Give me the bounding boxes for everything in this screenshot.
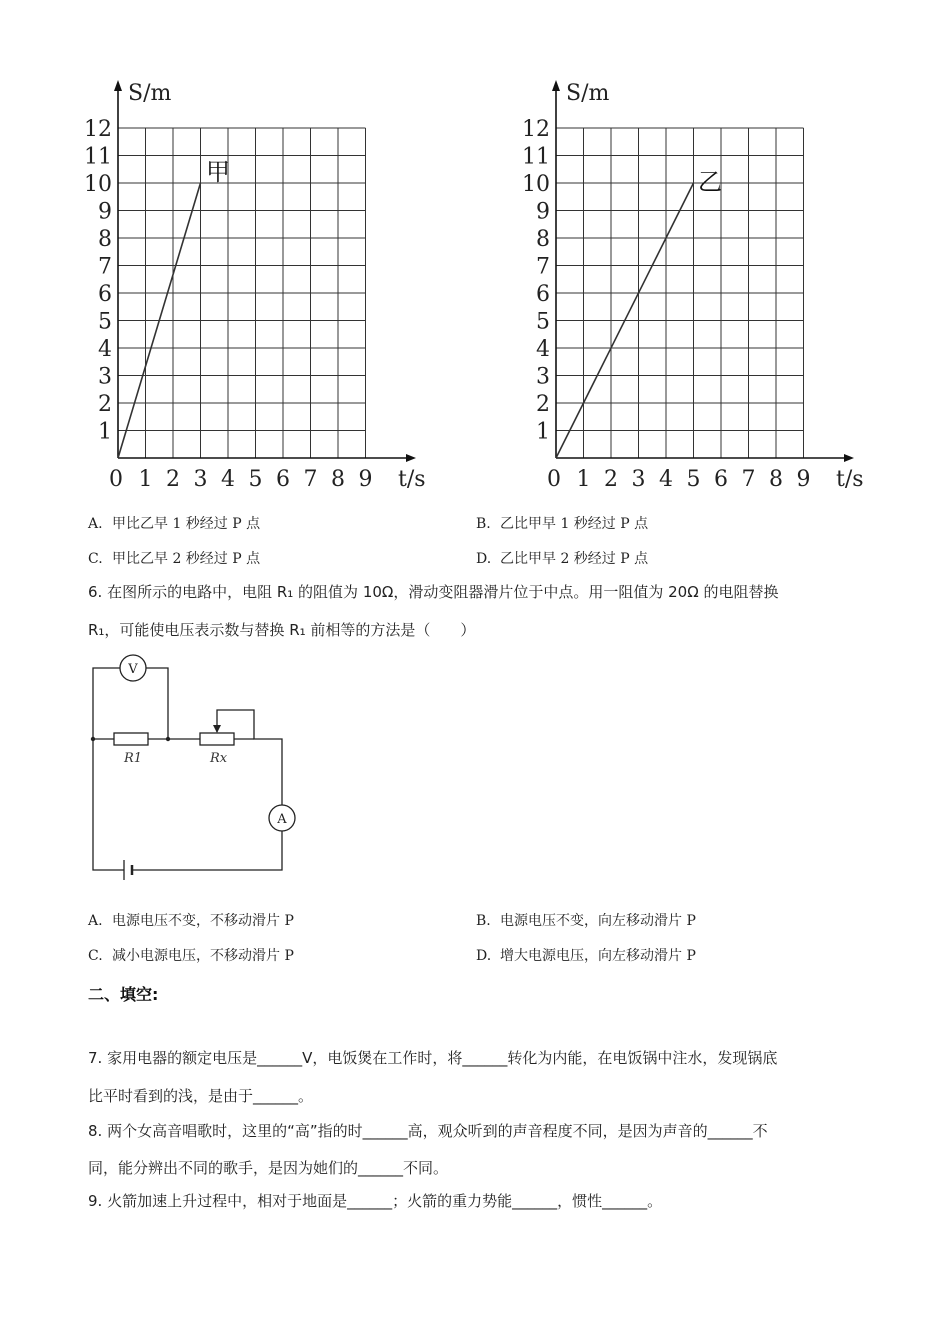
wire [93, 668, 120, 739]
y-tick-label: 10 [522, 172, 550, 197]
y-tick-label: 12 [522, 117, 550, 142]
x-tick-label: 2 [166, 467, 180, 492]
curve-label: 乙 [698, 168, 722, 196]
x-tick-label: 7 [741, 467, 756, 492]
x-tick-label: 0 [109, 467, 123, 492]
wire [146, 668, 168, 739]
q5-option-b[interactable] [476, 513, 648, 533]
q9-line1: 9. 火箭加速上升过程中，相对于地面是______；火箭的重力势能______，惯性______。 [88, 1192, 663, 1210]
y-tick-label: 9 [98, 199, 112, 225]
y-tick-label: 11 [522, 144, 550, 170]
y-tick-label: 5 [98, 309, 112, 335]
x-tick-label: 1 [576, 467, 591, 492]
y-tick-label: 8 [98, 227, 112, 252]
x-tick-labels [547, 467, 811, 492]
q5-option-c[interactable] [88, 548, 260, 568]
option-text: 乙比甲早 1 秒经过 P 点 [500, 516, 649, 532]
option-key: A. [88, 516, 103, 532]
x-tick-label: 4 [221, 467, 235, 492]
graph-grid [556, 128, 804, 458]
x-tick-label: 1 [138, 467, 153, 492]
voltmeter-label: V [128, 662, 138, 677]
y-tick-label: 12 [84, 117, 112, 142]
x-tick-label: 5 [686, 467, 701, 492]
circuit-diagram [80, 648, 310, 888]
y-tick-label: 2 [98, 392, 112, 417]
x-tick-label: 6 [714, 467, 728, 492]
q8-line2: 同，能分辨出不同的歌手，是因为她们的______不同。 [88, 1159, 449, 1177]
option-text: 乙比甲早 2 秒经过 P 点 [500, 551, 649, 567]
wire [132, 831, 282, 870]
q5-option-a[interactable] [88, 513, 260, 533]
x-tick-label: 2 [604, 467, 618, 492]
y-tick-label: 3 [536, 364, 550, 390]
rx-rheostat [200, 733, 234, 745]
x-axis-arrow [406, 454, 416, 462]
y-tick-label: 6 [536, 282, 550, 307]
rx-label: Rx [210, 751, 228, 766]
junction-dot [166, 737, 170, 741]
y-tick-label: 10 [84, 172, 112, 197]
q6-option-a[interactable] [88, 910, 294, 930]
q7-line1: 7. 家用电器的额定电压是______V，电饭煲在工作时，将______转化为内能，在电饭锅中注水，发现锅底 [88, 1049, 778, 1067]
r1-label: R1 [124, 751, 143, 766]
option-text: 甲比乙早 1 秒经过 P 点 [112, 516, 261, 532]
option-text: 增大电源电压，向左移动滑片 P [500, 948, 696, 964]
graph-yi [518, 70, 864, 500]
option-text: 电源电压不变，向左移动滑片 P [500, 913, 696, 929]
y-tick-label: 7 [98, 254, 112, 280]
x-tick-label: 3 [631, 467, 646, 492]
q5-option-d[interactable] [476, 548, 648, 568]
x-tick-labels [109, 467, 373, 492]
q6-option-c[interactable] [88, 945, 294, 965]
x-axis-arrow [844, 454, 854, 462]
slider-arrow-icon [213, 725, 221, 733]
q6-option-b[interactable] [476, 910, 696, 930]
x-tick-label: 8 [331, 467, 345, 492]
q6-stem-line2: R₁，可能使电压表示数与替换 R₁ 前相等的方法是（ ） [88, 621, 476, 639]
y-tick-label: 8 [536, 227, 550, 252]
option-text: 电源电压不变，不移动滑片 P [112, 913, 294, 929]
r1-resistor [114, 733, 148, 745]
x-tick-label: 9 [796, 467, 811, 492]
q6-stem-line1: 6. 在图所示的电路中，电阻 R₁ 的阻值为 10Ω，滑动变阻器滑片位于中点。用一阻值为 20Ω 的电阻替换 [88, 583, 779, 601]
y-axis-label: S/m [128, 81, 172, 106]
q6-option-d[interactable] [476, 945, 696, 965]
y-tick-label: 9 [536, 199, 550, 225]
y-tick-label: 11 [84, 144, 112, 170]
x-tick-label: 0 [547, 467, 561, 492]
x-axis-label: t/s [398, 467, 426, 492]
graph-jia [80, 70, 426, 500]
junction-dot [91, 737, 95, 741]
x-tick-label: 8 [769, 467, 783, 492]
x-tick-label: 9 [358, 467, 373, 492]
y-tick-label: 4 [98, 337, 112, 362]
x-axis-label: t/s [836, 467, 864, 492]
x-tick-label: 7 [303, 467, 318, 492]
y-axis-label: S/m [566, 81, 610, 106]
option-text: 甲比乙早 2 秒经过 P 点 [112, 551, 261, 567]
option-key: B. [476, 913, 491, 929]
option-text: 减小电源电压，不移动滑片 P [112, 948, 294, 964]
option-key: B. [476, 516, 491, 532]
x-tick-label: 3 [193, 467, 208, 492]
y-tick-labels [84, 117, 112, 445]
q7-line2: 比平时看到的浅，是由于______。 [88, 1087, 314, 1105]
y-tick-label: 5 [536, 309, 550, 335]
y-tick-labels [522, 117, 550, 445]
y-tick-label: 6 [98, 282, 112, 307]
option-key: C. [88, 948, 103, 964]
x-tick-label: 5 [248, 467, 263, 492]
ammeter-label: A [277, 812, 287, 827]
y-tick-label: 1 [98, 419, 112, 445]
curve-label: 甲 [206, 158, 230, 186]
graph-grid [118, 128, 366, 458]
wire [93, 739, 124, 870]
option-key: C. [88, 551, 103, 567]
option-key: D. [476, 948, 492, 964]
x-tick-label: 6 [276, 467, 290, 492]
option-key: A. [88, 913, 103, 929]
y-tick-label: 4 [536, 337, 550, 362]
y-tick-label: 3 [98, 364, 112, 390]
y-axis-arrow [552, 80, 560, 91]
y-tick-label: 2 [536, 392, 550, 417]
x-tick-label: 4 [659, 467, 673, 492]
y-tick-label: 1 [536, 419, 550, 445]
y-axis-arrow [114, 80, 122, 91]
q8-line1: 8. 两个女高音唱歌时，这里的“高”指的时______高，观众听到的声音程度不同，是因为声音的______不 [88, 1122, 768, 1140]
option-key: D. [476, 551, 492, 567]
y-tick-label: 7 [536, 254, 550, 280]
section-title: 二、填空: [88, 985, 159, 1004]
